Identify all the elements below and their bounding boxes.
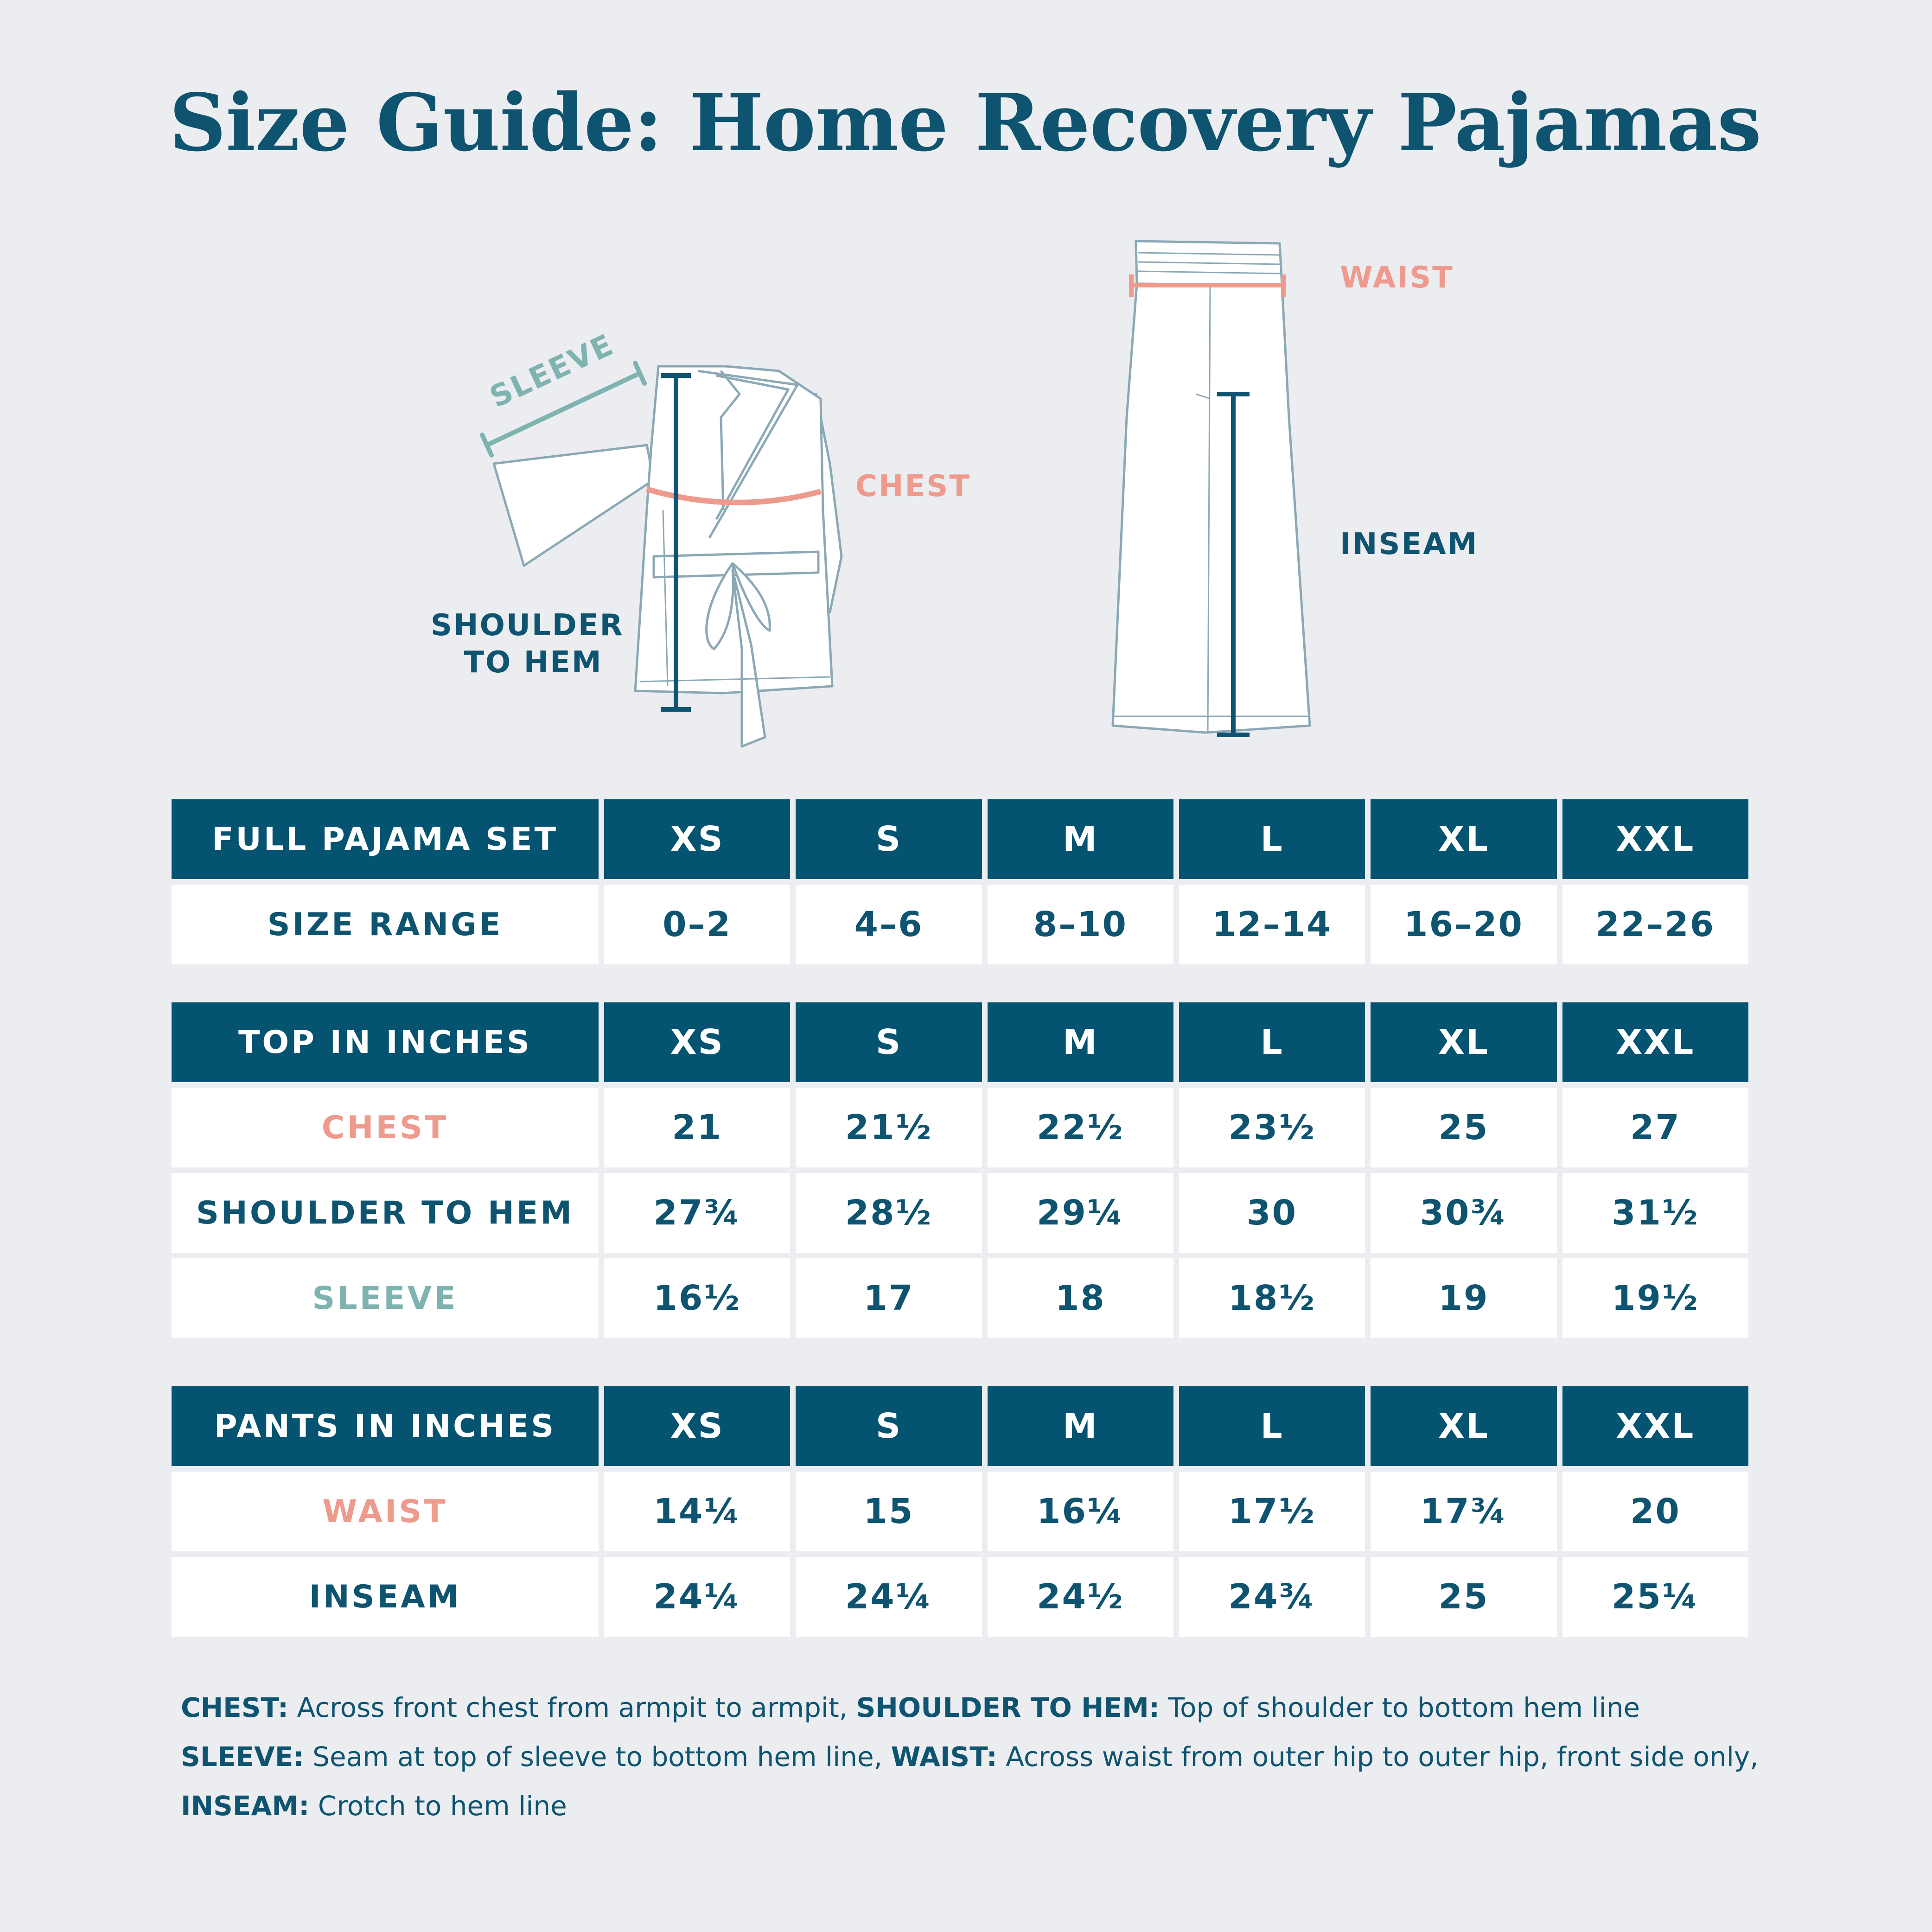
table-cell: 29¼: [988, 1173, 1173, 1253]
row-label: SIZE RANGE: [172, 885, 599, 964]
table-header-label: PANTS IN INCHES: [172, 1386, 599, 1466]
size-header: M: [988, 799, 1173, 879]
table-cell: 22–26: [1562, 885, 1748, 964]
size-header: XS: [604, 1386, 790, 1466]
table-cell: 4–6: [796, 885, 982, 964]
table-cell: 18: [988, 1258, 1173, 1338]
pants-table: [166, 1381, 1754, 1642]
pajama-top-illustration: [494, 366, 842, 746]
table-header-row: [172, 1386, 1748, 1466]
size-header: S: [796, 1002, 982, 1082]
table-cell: 27¾: [604, 1173, 790, 1253]
size-header: S: [796, 799, 982, 879]
note-definition: Across front chest from armpit to armpit,: [297, 1692, 848, 1723]
note-term: SLEEVE:: [181, 1741, 304, 1773]
table-cell: 0–2: [604, 885, 790, 964]
note-term: SHOULDER TO HEM:: [856, 1692, 1160, 1723]
table-cell: 17½: [1179, 1472, 1365, 1551]
table-cell: 12–14: [1179, 885, 1365, 964]
size-header: XS: [604, 799, 790, 879]
size-header: M: [988, 1386, 1173, 1466]
table-cell: 8–10: [988, 885, 1173, 964]
note-term: INSEAM:: [181, 1790, 310, 1822]
table-cell: 24½: [988, 1557, 1173, 1637]
measurement-notes: [181, 1683, 1804, 1830]
table-cell: 22½: [988, 1088, 1173, 1167]
note-definition: Seam at top of sleeve to bottom hem line,: [312, 1741, 883, 1773]
shoulder-to-hem-label: SHOULDER TO HEM: [430, 608, 624, 680]
table-cell: 16½: [604, 1258, 790, 1338]
table-cell: 17: [796, 1258, 982, 1338]
table-cell: 24¼: [604, 1557, 790, 1637]
table-row: [172, 1258, 1748, 1338]
waist-label: WAIST: [1340, 261, 1454, 295]
table-cell: 30¾: [1371, 1173, 1556, 1253]
table-cell: 19: [1371, 1258, 1556, 1338]
table-cell: 25: [1371, 1088, 1556, 1167]
table-cell: 16¼: [988, 1472, 1173, 1551]
row-label: INSEAM: [172, 1557, 599, 1637]
note-term: CHEST:: [181, 1692, 289, 1723]
table-cell: 25: [1371, 1557, 1556, 1637]
size-header: S: [796, 1386, 982, 1466]
table-cell: 27: [1562, 1088, 1748, 1167]
garment-diagram: [0, 0, 1932, 765]
top-table: [166, 997, 1754, 1344]
table-row: [172, 1472, 1748, 1551]
table-cell: 30: [1179, 1173, 1365, 1253]
page-title: Size Guide: Home Recovery Pajamas: [169, 77, 1761, 169]
table-row: [172, 1557, 1748, 1637]
table-cell: 24¼: [796, 1557, 982, 1637]
table-cell: 18½: [1179, 1258, 1365, 1338]
size-header: XL: [1371, 1002, 1556, 1082]
table-cell: 19½: [1562, 1258, 1748, 1338]
table-cell: 20: [1562, 1472, 1748, 1551]
full-set-table: [166, 794, 1754, 970]
note-line: [181, 1781, 1804, 1830]
size-header: L: [1179, 799, 1365, 879]
size-header: M: [988, 1002, 1173, 1082]
row-label: CHEST: [172, 1088, 599, 1167]
table-cell: 24¾: [1179, 1557, 1365, 1637]
table-header-label: TOP IN INCHES: [172, 1002, 599, 1082]
table-cell: 16–20: [1371, 885, 1556, 964]
size-header: L: [1179, 1002, 1365, 1082]
chest-label: CHEST: [855, 469, 971, 504]
row-label: SHOULDER TO HEM: [172, 1173, 599, 1253]
note-definition: Across waist from outer hip to outer hip, front side only,: [1006, 1741, 1759, 1773]
size-header: XL: [1371, 799, 1556, 879]
note-definition: Top of shoulder to bottom hem line: [1168, 1692, 1640, 1723]
inseam-label: INSEAM: [1340, 527, 1479, 561]
table-cell: 21: [604, 1088, 790, 1167]
note-line: [181, 1732, 1804, 1781]
row-label: SLEEVE: [172, 1258, 599, 1338]
table-header-row: [172, 1002, 1748, 1082]
sleeve-label: SLEEVE: [485, 327, 619, 415]
table-cell: 23½: [1179, 1088, 1365, 1167]
table-cell: 28½: [796, 1173, 982, 1253]
note-term: WAIST:: [891, 1741, 997, 1773]
size-header: XL: [1371, 1386, 1556, 1466]
table-row: [172, 1088, 1748, 1167]
table-cell: 25¼: [1562, 1557, 1748, 1637]
table-cell: 21½: [796, 1088, 982, 1167]
table-row: [172, 1173, 1748, 1253]
size-header: XXL: [1562, 799, 1748, 879]
table-cell: 14¼: [604, 1472, 790, 1551]
table-cell: 17¾: [1371, 1472, 1556, 1551]
note-line: [181, 1683, 1804, 1732]
table-cell: 31½: [1562, 1173, 1748, 1253]
size-header: XXL: [1562, 1002, 1748, 1082]
row-label: WAIST: [172, 1472, 599, 1551]
size-header: XS: [604, 1002, 790, 1082]
size-header: XXL: [1562, 1386, 1748, 1466]
table-header-label: FULL PAJAMA SET: [172, 799, 599, 879]
table-header-row: [172, 799, 1748, 879]
size-header: L: [1179, 1386, 1365, 1466]
table-cell: 15: [796, 1472, 982, 1551]
table-row: [172, 885, 1748, 964]
pajama-pants-illustration: [1113, 241, 1310, 733]
note-definition: Crotch to hem line: [318, 1790, 567, 1822]
